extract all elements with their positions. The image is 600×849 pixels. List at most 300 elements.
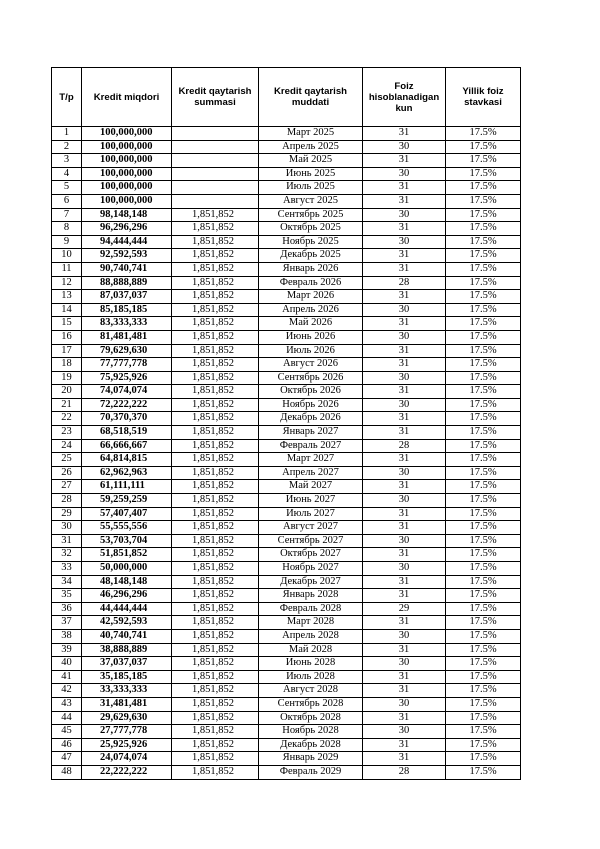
repayment-sum	[172, 194, 259, 208]
repayment-sum: 1,851,852	[172, 222, 259, 236]
interest-days: 30	[363, 494, 446, 508]
annual-rate: 17.5%	[446, 534, 521, 548]
credit-amount: 25,925,926	[82, 738, 172, 752]
repayment-period: Август 2027	[259, 521, 363, 535]
annual-rate: 17.5%	[446, 453, 521, 467]
annual-rate: 17.5%	[446, 562, 521, 576]
repayment-sum: 1,851,852	[172, 358, 259, 372]
row-index: 38	[52, 629, 82, 643]
table-header-row	[52, 68, 521, 127]
table-row	[52, 697, 521, 711]
annual-rate: 17.5%	[446, 657, 521, 671]
table-row	[52, 276, 521, 290]
annual-rate: 17.5%	[446, 208, 521, 222]
repayment-period: Май 2025	[259, 154, 363, 168]
header-annual-rate: Yillik foiz stavkasi	[446, 68, 521, 127]
interest-days: 30	[363, 371, 446, 385]
credit-amount: 51,851,852	[82, 548, 172, 562]
repayment-sum: 1,851,852	[172, 330, 259, 344]
row-index: 13	[52, 290, 82, 304]
annual-rate: 17.5%	[446, 738, 521, 752]
repayment-period: Март 2026	[259, 290, 363, 304]
repayment-period: Август 2028	[259, 684, 363, 698]
credit-amount: 22,222,222	[82, 765, 172, 779]
repayment-sum: 1,851,852	[172, 684, 259, 698]
header-index: T/p	[52, 68, 82, 127]
repayment-sum: 1,851,852	[172, 589, 259, 603]
table-row	[52, 616, 521, 630]
credit-amount: 53,703,704	[82, 534, 172, 548]
credit-amount: 90,740,741	[82, 262, 172, 276]
table-row	[52, 181, 521, 195]
interest-days: 30	[363, 534, 446, 548]
interest-days: 31	[363, 643, 446, 657]
interest-days: 31	[363, 453, 446, 467]
row-index: 25	[52, 453, 82, 467]
interest-days: 31	[363, 670, 446, 684]
row-index: 44	[52, 711, 82, 725]
repayment-period: Сентябрь 2028	[259, 697, 363, 711]
table-row	[52, 358, 521, 372]
repayment-sum: 1,851,852	[172, 629, 259, 643]
row-index: 12	[52, 276, 82, 290]
table-row	[52, 127, 521, 141]
interest-days: 31	[363, 507, 446, 521]
repayment-period: Октябрь 2026	[259, 385, 363, 399]
repayment-period: Декабрь 2025	[259, 249, 363, 263]
row-index: 32	[52, 548, 82, 562]
row-index: 34	[52, 575, 82, 589]
interest-days: 30	[363, 466, 446, 480]
row-index: 45	[52, 725, 82, 739]
row-index: 17	[52, 344, 82, 358]
row-index: 11	[52, 262, 82, 276]
table-row	[52, 222, 521, 236]
table-row	[52, 589, 521, 603]
annual-rate: 17.5%	[446, 276, 521, 290]
interest-days: 31	[363, 127, 446, 141]
table-row	[52, 426, 521, 440]
credit-amount: 46,296,296	[82, 589, 172, 603]
repayment-period: Март 2027	[259, 453, 363, 467]
annual-rate: 17.5%	[446, 629, 521, 643]
repayment-period: Декабрь 2027	[259, 575, 363, 589]
annual-rate: 17.5%	[446, 167, 521, 181]
annual-rate: 17.5%	[446, 127, 521, 141]
repayment-sum: 1,851,852	[172, 398, 259, 412]
credit-amount: 100,000,000	[82, 167, 172, 181]
repayment-period: Февраль 2027	[259, 439, 363, 453]
table-row	[52, 480, 521, 494]
table-row	[52, 657, 521, 671]
row-index: 8	[52, 222, 82, 236]
annual-rate: 17.5%	[446, 589, 521, 603]
credit-amount: 31,481,481	[82, 697, 172, 711]
credit-amount: 42,592,593	[82, 616, 172, 630]
annual-rate: 17.5%	[446, 643, 521, 657]
row-index: 31	[52, 534, 82, 548]
repayment-period: Май 2027	[259, 480, 363, 494]
annual-rate: 17.5%	[446, 548, 521, 562]
annual-rate: 17.5%	[446, 222, 521, 236]
annual-rate: 17.5%	[446, 684, 521, 698]
repayment-sum	[172, 127, 259, 141]
row-index: 26	[52, 466, 82, 480]
repayment-sum: 1,851,852	[172, 548, 259, 562]
credit-amount: 44,444,444	[82, 602, 172, 616]
credit-amount: 85,185,185	[82, 303, 172, 317]
credit-amount: 59,259,259	[82, 494, 172, 508]
table-row	[52, 398, 521, 412]
repayment-period: Июнь 2025	[259, 167, 363, 181]
repayment-period: Ноябрь 2028	[259, 725, 363, 739]
repayment-period: Февраль 2029	[259, 765, 363, 779]
interest-days: 30	[363, 235, 446, 249]
interest-days: 30	[363, 330, 446, 344]
row-index: 37	[52, 616, 82, 630]
annual-rate: 17.5%	[446, 385, 521, 399]
annual-rate: 17.5%	[446, 358, 521, 372]
row-index: 21	[52, 398, 82, 412]
repayment-sum: 1,851,852	[172, 657, 259, 671]
repayment-sum: 1,851,852	[172, 276, 259, 290]
credit-amount: 62,962,963	[82, 466, 172, 480]
repayment-period: Июнь 2027	[259, 494, 363, 508]
credit-amount: 57,407,407	[82, 507, 172, 521]
annual-rate: 17.5%	[446, 426, 521, 440]
credit-amount: 50,000,000	[82, 562, 172, 576]
table-row	[52, 344, 521, 358]
repayment-sum	[172, 167, 259, 181]
annual-rate: 17.5%	[446, 303, 521, 317]
row-index: 3	[52, 154, 82, 168]
repayment-sum: 1,851,852	[172, 616, 259, 630]
repayment-sum: 1,851,852	[172, 208, 259, 222]
row-index: 5	[52, 181, 82, 195]
row-index: 20	[52, 385, 82, 399]
row-index: 36	[52, 602, 82, 616]
row-index: 27	[52, 480, 82, 494]
annual-rate: 17.5%	[446, 466, 521, 480]
table-row	[52, 466, 521, 480]
interest-days: 31	[363, 711, 446, 725]
row-index: 2	[52, 140, 82, 154]
credit-amount: 100,000,000	[82, 140, 172, 154]
repayment-period: Август 2025	[259, 194, 363, 208]
repayment-sum: 1,851,852	[172, 711, 259, 725]
repayment-sum: 1,851,852	[172, 738, 259, 752]
row-index: 22	[52, 412, 82, 426]
repayment-sum: 1,851,852	[172, 480, 259, 494]
annual-rate: 17.5%	[446, 330, 521, 344]
table-row	[52, 521, 521, 535]
table-row	[52, 684, 521, 698]
annual-rate: 17.5%	[446, 317, 521, 331]
repayment-sum: 1,851,852	[172, 303, 259, 317]
credit-amount: 70,370,370	[82, 412, 172, 426]
repayment-sum: 1,851,852	[172, 371, 259, 385]
annual-rate: 17.5%	[446, 154, 521, 168]
annual-rate: 17.5%	[446, 752, 521, 766]
table-row	[52, 453, 521, 467]
table-row	[52, 752, 521, 766]
interest-days: 31	[363, 194, 446, 208]
credit-amount: 88,888,889	[82, 276, 172, 290]
repayment-sum: 1,851,852	[172, 249, 259, 263]
table-row	[52, 738, 521, 752]
row-index: 29	[52, 507, 82, 521]
row-index: 23	[52, 426, 82, 440]
header-credit-amount: Kredit miqdori	[82, 68, 172, 127]
repayment-schedule-table	[51, 67, 521, 780]
interest-days: 31	[363, 262, 446, 276]
interest-days: 31	[363, 548, 446, 562]
credit-amount: 40,740,741	[82, 629, 172, 643]
repayment-sum: 1,851,852	[172, 453, 259, 467]
row-index: 10	[52, 249, 82, 263]
credit-amount: 81,481,481	[82, 330, 172, 344]
table-row	[52, 194, 521, 208]
row-index: 35	[52, 589, 82, 603]
repayment-period: Июль 2025	[259, 181, 363, 195]
row-index: 40	[52, 657, 82, 671]
annual-rate: 17.5%	[446, 249, 521, 263]
table-body	[52, 127, 521, 780]
table-row	[52, 140, 521, 154]
interest-days: 31	[363, 412, 446, 426]
annual-rate: 17.5%	[446, 439, 521, 453]
credit-amount: 92,592,593	[82, 249, 172, 263]
annual-rate: 17.5%	[446, 235, 521, 249]
repayment-period: Сентябрь 2025	[259, 208, 363, 222]
repayment-sum: 1,851,852	[172, 235, 259, 249]
repayment-sum: 1,851,852	[172, 765, 259, 779]
table-row	[52, 439, 521, 453]
repayment-period: Июнь 2026	[259, 330, 363, 344]
repayment-sum: 1,851,852	[172, 725, 259, 739]
annual-rate: 17.5%	[446, 602, 521, 616]
annual-rate: 17.5%	[446, 670, 521, 684]
annual-rate: 17.5%	[446, 616, 521, 630]
table-row	[52, 643, 521, 657]
annual-rate: 17.5%	[446, 412, 521, 426]
table-row	[52, 317, 521, 331]
row-index: 24	[52, 439, 82, 453]
credit-amount: 66,666,667	[82, 439, 172, 453]
row-index: 16	[52, 330, 82, 344]
credit-amount: 87,037,037	[82, 290, 172, 304]
interest-days: 31	[363, 358, 446, 372]
repayment-period: Январь 2026	[259, 262, 363, 276]
credit-amount: 72,222,222	[82, 398, 172, 412]
repayment-period: Март 2025	[259, 127, 363, 141]
table-row	[52, 303, 521, 317]
annual-rate: 17.5%	[446, 344, 521, 358]
interest-days: 31	[363, 181, 446, 195]
header-repayment-sum: Kredit qaytarish summasi	[172, 68, 259, 127]
interest-days: 30	[363, 167, 446, 181]
repayment-period: Июнь 2028	[259, 657, 363, 671]
credit-amount: 75,925,926	[82, 371, 172, 385]
table-row	[52, 330, 521, 344]
repayment-sum: 1,851,852	[172, 575, 259, 589]
table-row	[52, 534, 521, 548]
annual-rate: 17.5%	[446, 262, 521, 276]
repayment-sum: 1,851,852	[172, 426, 259, 440]
header-interest-days: Foiz hisoblanadigan kun	[363, 68, 446, 127]
credit-amount: 61,111,111	[82, 480, 172, 494]
annual-rate: 17.5%	[446, 181, 521, 195]
repayment-sum	[172, 140, 259, 154]
table-row	[52, 507, 521, 521]
interest-days: 30	[363, 303, 446, 317]
credit-amount: 37,037,037	[82, 657, 172, 671]
interest-days: 31	[363, 222, 446, 236]
table-row	[52, 290, 521, 304]
row-index: 30	[52, 521, 82, 535]
credit-amount: 83,333,333	[82, 317, 172, 331]
row-index: 46	[52, 738, 82, 752]
interest-days: 31	[363, 521, 446, 535]
row-index: 42	[52, 684, 82, 698]
repayment-period: Апрель 2028	[259, 629, 363, 643]
row-index: 48	[52, 765, 82, 779]
row-index: 43	[52, 697, 82, 711]
annual-rate: 17.5%	[446, 140, 521, 154]
repayment-period: Апрель 2027	[259, 466, 363, 480]
table-row	[52, 385, 521, 399]
interest-days: 31	[363, 426, 446, 440]
interest-days: 31	[363, 290, 446, 304]
interest-days: 30	[363, 208, 446, 222]
interest-days: 30	[363, 629, 446, 643]
interest-days: 31	[363, 249, 446, 263]
interest-days: 28	[363, 276, 446, 290]
row-index: 47	[52, 752, 82, 766]
repayment-period: Май 2028	[259, 643, 363, 657]
repayment-sum: 1,851,852	[172, 317, 259, 331]
repayment-period: Апрель 2026	[259, 303, 363, 317]
interest-days: 31	[363, 575, 446, 589]
repayment-period: Август 2026	[259, 358, 363, 372]
credit-amount: 98,148,148	[82, 208, 172, 222]
credit-amount: 74,074,074	[82, 385, 172, 399]
header-repayment-period: Kredit qaytarish muddati	[259, 68, 363, 127]
repayment-sum	[172, 154, 259, 168]
repayment-sum: 1,851,852	[172, 670, 259, 684]
repayment-period: Февраль 2028	[259, 602, 363, 616]
repayment-sum	[172, 181, 259, 195]
repayment-period: Май 2026	[259, 317, 363, 331]
row-index: 33	[52, 562, 82, 576]
row-index: 19	[52, 371, 82, 385]
row-index: 28	[52, 494, 82, 508]
interest-days: 30	[363, 140, 446, 154]
repayment-period: Март 2028	[259, 616, 363, 630]
interest-days: 30	[363, 562, 446, 576]
table-row	[52, 208, 521, 222]
repayment-period: Декабрь 2026	[259, 412, 363, 426]
repayment-sum: 1,851,852	[172, 521, 259, 535]
credit-amount: 35,185,185	[82, 670, 172, 684]
repayment-period: Февраль 2026	[259, 276, 363, 290]
repayment-period: Июль 2028	[259, 670, 363, 684]
credit-amount: 68,518,519	[82, 426, 172, 440]
table-row	[52, 412, 521, 426]
credit-amount: 24,074,074	[82, 752, 172, 766]
repayment-period: Декабрь 2028	[259, 738, 363, 752]
annual-rate: 17.5%	[446, 711, 521, 725]
interest-days: 31	[363, 752, 446, 766]
repayment-sum: 1,851,852	[172, 562, 259, 576]
repayment-period: Октябрь 2025	[259, 222, 363, 236]
annual-rate: 17.5%	[446, 765, 521, 779]
repayment-sum: 1,851,852	[172, 344, 259, 358]
annual-rate: 17.5%	[446, 494, 521, 508]
row-index: 18	[52, 358, 82, 372]
credit-amount: 94,444,444	[82, 235, 172, 249]
credit-amount: 48,148,148	[82, 575, 172, 589]
repayment-sum: 1,851,852	[172, 697, 259, 711]
repayment-period: Октябрь 2028	[259, 711, 363, 725]
annual-rate: 17.5%	[446, 194, 521, 208]
row-index: 15	[52, 317, 82, 331]
table-row	[52, 562, 521, 576]
repayment-period: Ноябрь 2027	[259, 562, 363, 576]
repayment-period: Ноябрь 2026	[259, 398, 363, 412]
repayment-sum: 1,851,852	[172, 466, 259, 480]
interest-days: 31	[363, 317, 446, 331]
credit-amount: 27,777,778	[82, 725, 172, 739]
credit-amount: 100,000,000	[82, 127, 172, 141]
annual-rate: 17.5%	[446, 290, 521, 304]
repayment-period: Апрель 2025	[259, 140, 363, 154]
repayment-period: Сентябрь 2027	[259, 534, 363, 548]
repayment-sum: 1,851,852	[172, 290, 259, 304]
repayment-period: Сентябрь 2026	[259, 371, 363, 385]
table-row	[52, 262, 521, 276]
interest-days: 31	[363, 738, 446, 752]
row-index: 1	[52, 127, 82, 141]
table-row	[52, 494, 521, 508]
interest-days: 30	[363, 657, 446, 671]
repayment-sum: 1,851,852	[172, 534, 259, 548]
interest-days: 28	[363, 765, 446, 779]
row-index: 41	[52, 670, 82, 684]
credit-amount: 29,629,630	[82, 711, 172, 725]
repayment-sum: 1,851,852	[172, 439, 259, 453]
credit-amount: 100,000,000	[82, 181, 172, 195]
credit-amount: 55,555,556	[82, 521, 172, 535]
repayment-sum: 1,851,852	[172, 385, 259, 399]
row-index: 39	[52, 643, 82, 657]
table-row	[52, 711, 521, 725]
annual-rate: 17.5%	[446, 697, 521, 711]
row-index: 6	[52, 194, 82, 208]
table-row	[52, 602, 521, 616]
interest-days: 28	[363, 439, 446, 453]
interest-days: 30	[363, 398, 446, 412]
interest-days: 31	[363, 154, 446, 168]
annual-rate: 17.5%	[446, 507, 521, 521]
interest-days: 31	[363, 344, 446, 358]
row-index: 14	[52, 303, 82, 317]
annual-rate: 17.5%	[446, 521, 521, 535]
table-row	[52, 235, 521, 249]
table-row	[52, 725, 521, 739]
table-row	[52, 765, 521, 779]
table-row	[52, 575, 521, 589]
